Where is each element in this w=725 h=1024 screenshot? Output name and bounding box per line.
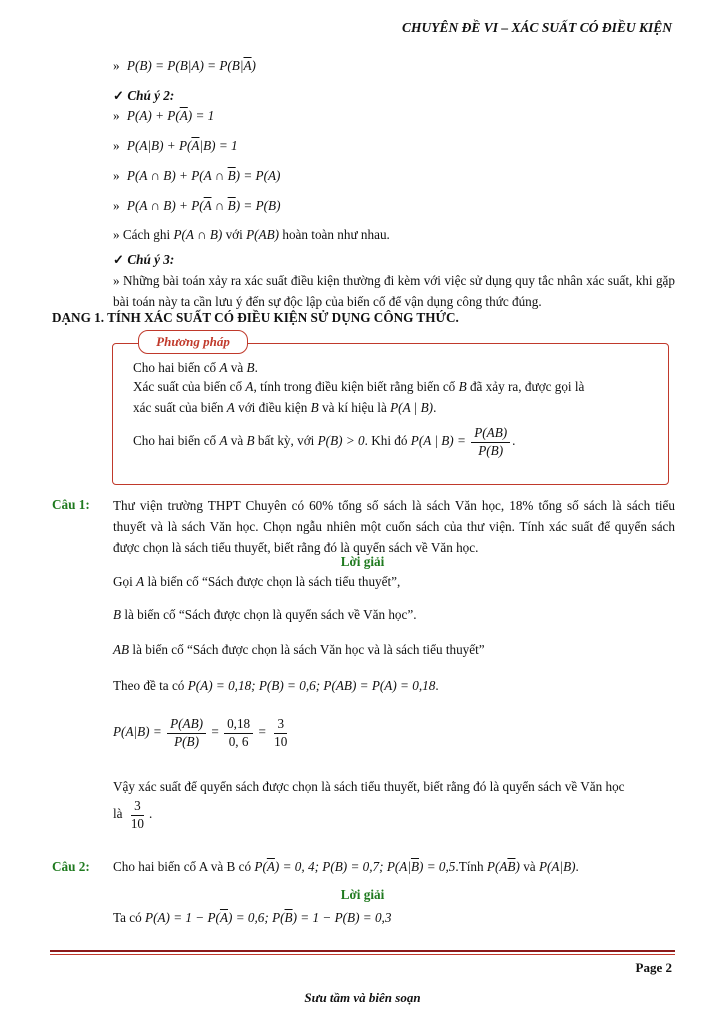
formula-line: » $P(A|B) + P(\overline{A}|B) = 1$ [113, 138, 238, 153]
q1-step2: B là biến cố “Sách được chọn là quyển sách về Văn học”. [113, 607, 417, 622]
formula-line: » $P(B) = P(B|A) = P(B|\overline{A})$ [113, 58, 256, 73]
q1-conclusion: Vậy xác suất để quyển sách được chọn là sách tiểu thuyết, biết rằng đó là quyển sách về Văn học [113, 779, 625, 794]
q2-text: Cho hai biến cố A và B có $P(\overline{A}) = 0$, 4; P(B) = 0,7; $P(A|\overline{B})$ = 0,5.Tính $P(A\overline{B})$ và P(A|B). [113, 859, 579, 874]
check-icon: ✓ [113, 252, 125, 267]
q1-formula: P(A|B) = $\frac{P(AB)}{P(B)}$ = $\frac{0,18}{0, 6}$ = $\frac{3}{10}$ [113, 716, 288, 749]
note2-title: ✓ Chú ý 2: [113, 88, 175, 103]
bullet: » [113, 58, 120, 73]
method-line4: Cho hai biến cố A và B bất kỳ, với P(B) > 0. Khi đó P(A | B) = $\frac{P(AB)}{P(B)}$ . [133, 425, 516, 458]
header-title: CHUYÊN ĐỀ VI – XÁC SUẤT CÓ ĐIỀU KIỆN [401, 20, 672, 35]
footer-rule [50, 950, 675, 952]
page-number: Page 2 [635, 960, 672, 975]
note3-text: » Những bài toán xảy ra xác suất điều kiện thường đi kèm với việc sử dụng quy tắc nhân xác suất, khi gặp bài toán này ta cần lưu ý đến sự độc lập của biến cố để vận dụng công thức đúng. [113, 273, 675, 309]
method-tag: Phương pháp [138, 330, 248, 354]
q1-text: Thư viện trường THPT Chuyên có 60% tổng số sách là sách Văn học, 18% tổng số sách là sách tiểu thuyết và là sách Văn học. Chọn ngẫu nhiên một cuốn sách của thư viện. Tính xác suất để quyển sách được chọn là sách tiểu thuyết, biết rằng đó là quyển sách về Văn học. [113, 498, 675, 555]
note3-title: ✓ Chú ý 3: [113, 252, 175, 267]
q1-label: Câu 1: [52, 497, 90, 512]
method-line2: Xác suất của biến cố A, tính trong điều kiện biết rằng biến cố B đã xảy ra, được gọi là [133, 379, 585, 394]
formula-line: » P(A ∩ $B) + P(\overline{A}$ ∩ $\overline{B}) = P(B)$ [113, 198, 281, 213]
q2-label: Câu 2: [52, 859, 90, 874]
formula-line: » $P(A) + P(\overline{A}) = 1$ [113, 108, 215, 123]
q1-step1: Gọi A là biến cố “Sách được chọn là sách tiểu thuyết”, [113, 574, 401, 589]
q1-step4: Theo đề ta có P(A) = 0,18; P(B) = 0,6; P(AB) = P(A) = 0,18. [113, 678, 439, 693]
formula-line: » P(A ∩ B) + P(A ∩ $\overline{B}) = P(A)$ [113, 168, 281, 183]
q1-solution-title: Lời giải [340, 554, 385, 569]
method-line1: Cho hai biến cố A và B. [133, 360, 258, 375]
check-icon: ✓ [113, 88, 125, 103]
q2-solution-title: Lời giải [340, 887, 385, 902]
method-line3: xác suất của biến A với điều kiện B và kí hiệu là P(A | B). [133, 400, 437, 415]
section-title: DẠNG 1. TÍNH XÁC SUẤT CÓ ĐIỀU KIỆN SỬ DỤNG CÔNG THỨC. [52, 310, 459, 325]
footer-rule [50, 954, 675, 955]
q1-answer: là $\frac{3}{10}$ . [113, 798, 153, 831]
q1-step3: AB là biến cố “Sách được chọn là sách Văn học và là sách tiểu thuyết” [113, 642, 485, 657]
footer-credit: Sưu tầm và biên soạn [304, 990, 421, 1005]
q2-step1: Ta có $P(A) = 1 - P(\overline{A}) = 0,6$; $P(\overline{B}) = 1 - P(B) = 0,3$ [113, 910, 392, 925]
cach-ghi-line: » Cách ghi P(A ∩ B) với P(AB) hoàn toàn như nhau. [113, 227, 390, 242]
